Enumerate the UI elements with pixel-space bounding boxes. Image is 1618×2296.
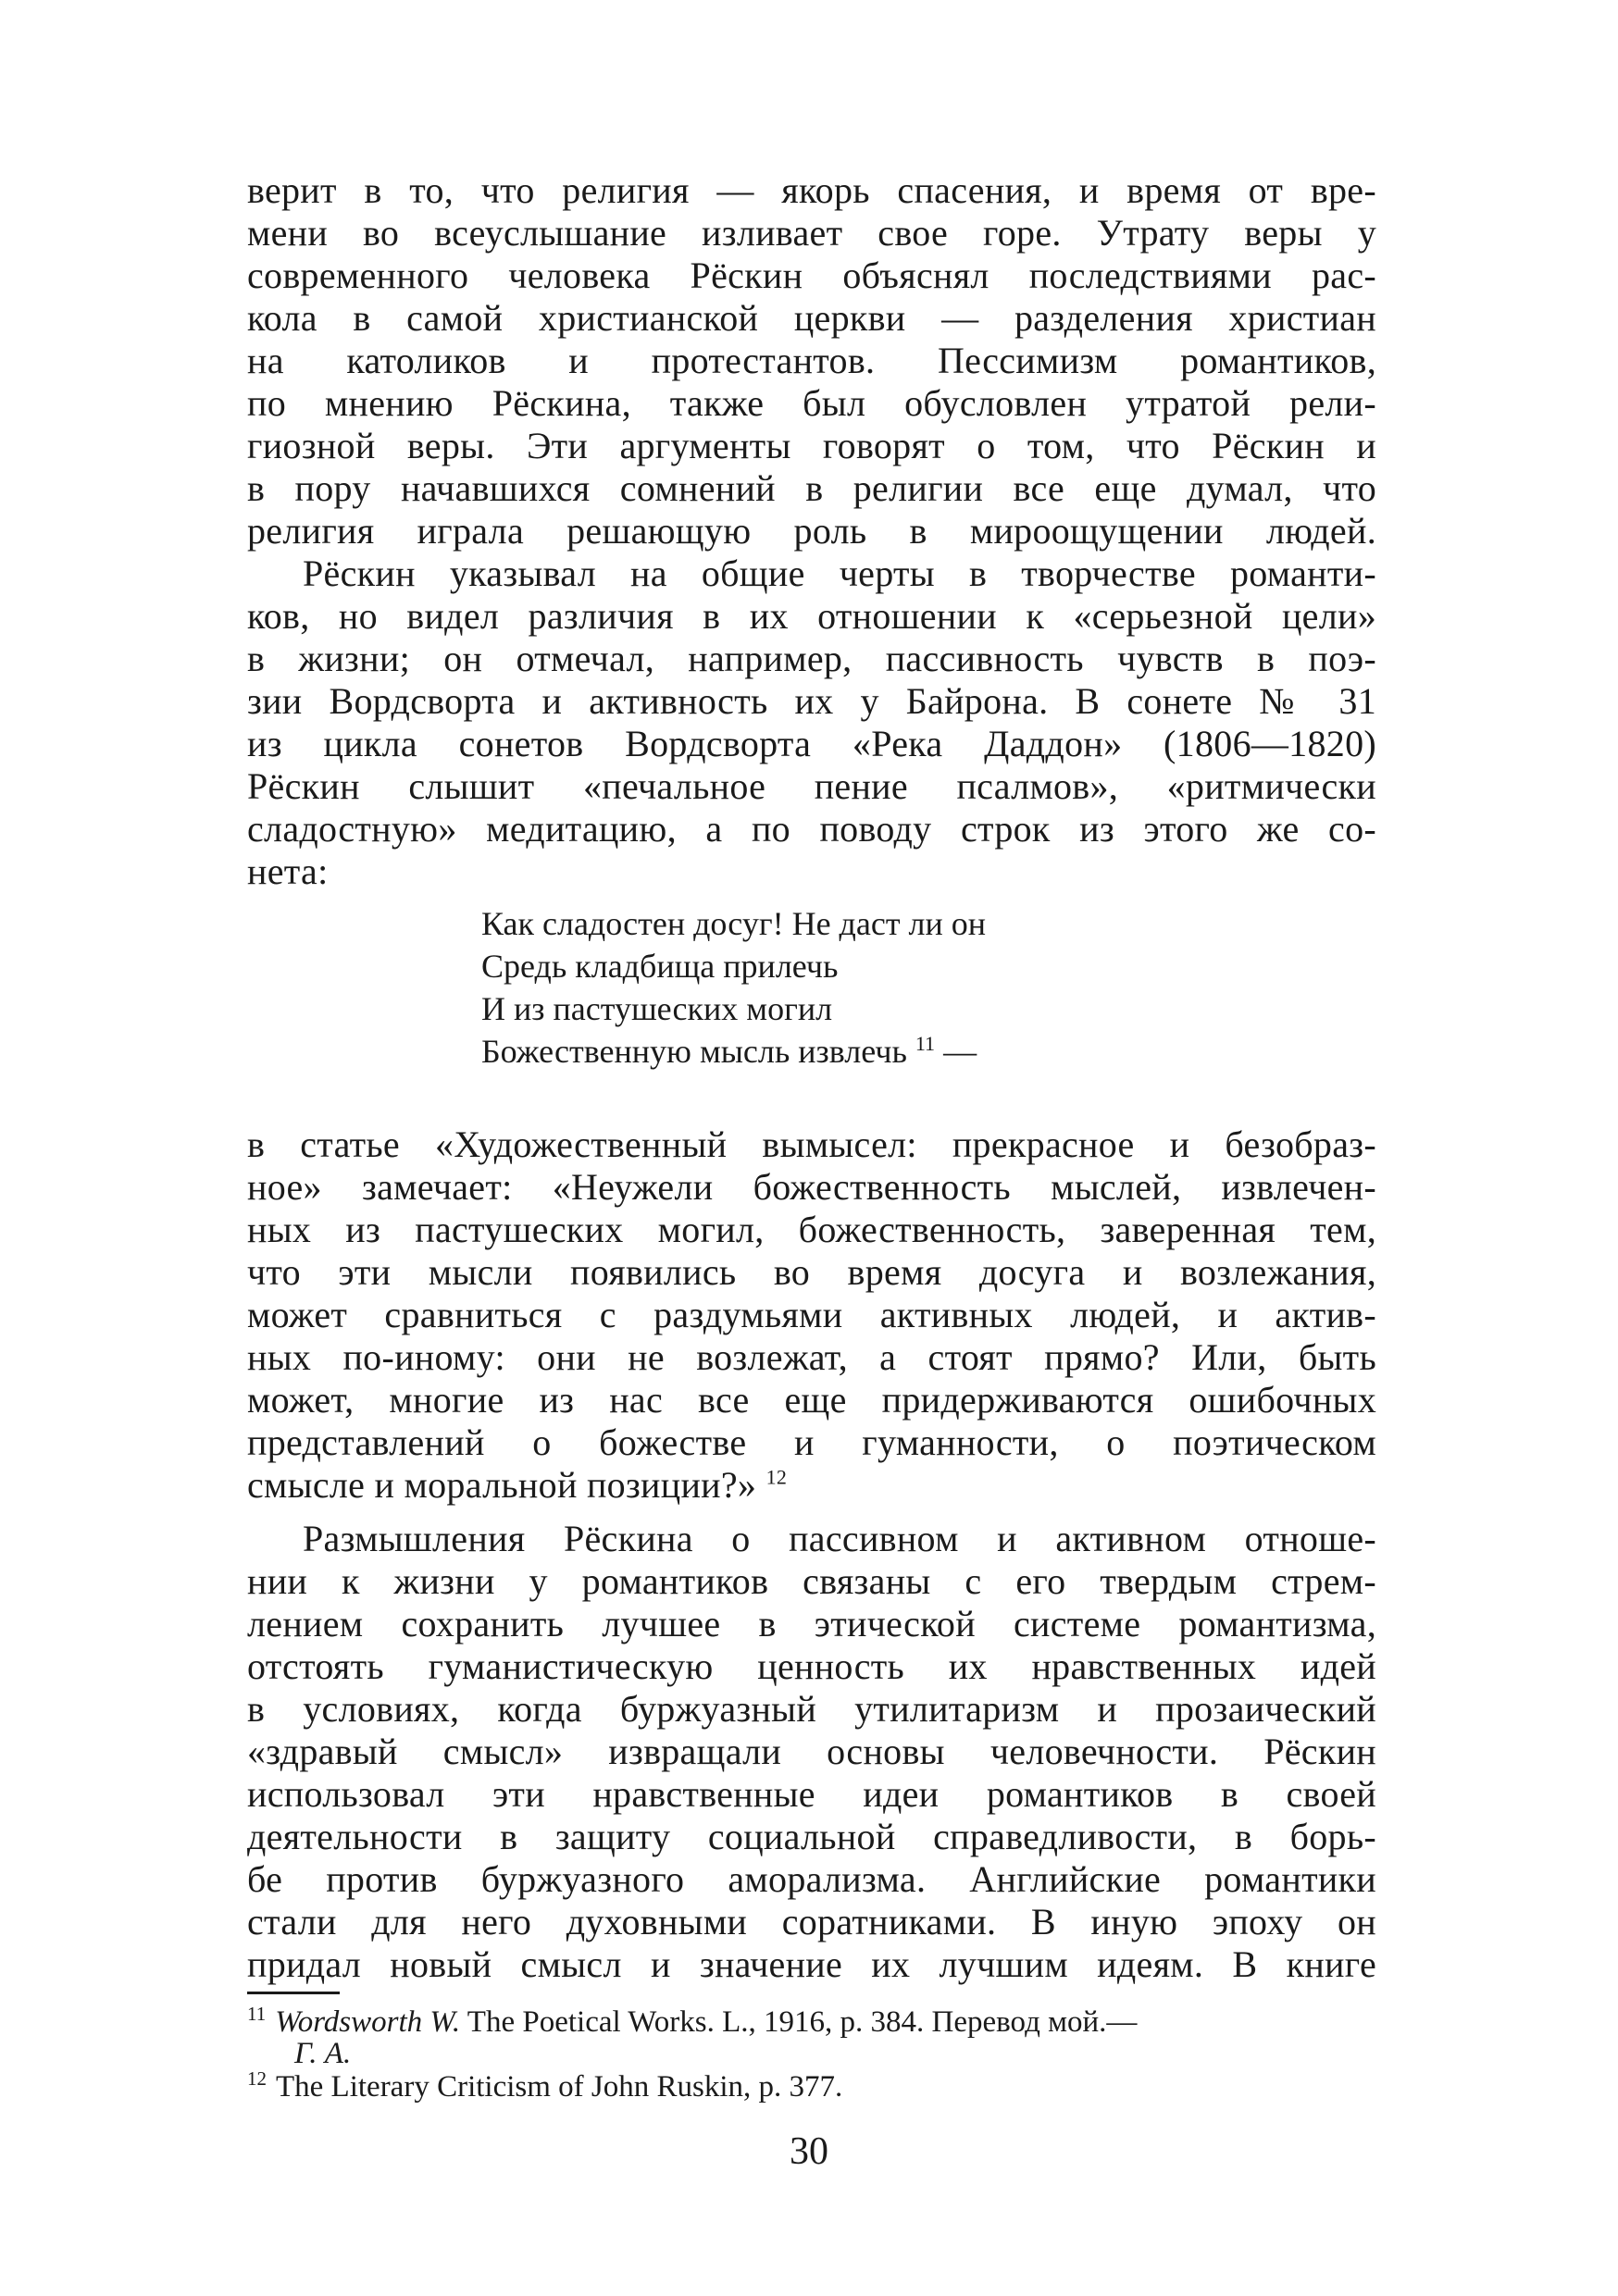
text-line: кола в самой христианской церкви — разделения христиан (247, 297, 1376, 339)
text-line-last (247, 1464, 1376, 1507)
text-line: что эти мысли появились во время досуга и возлежания, (247, 1251, 1376, 1293)
page-number: 30 (790, 2130, 828, 2173)
verse-line-last (481, 1031, 977, 1072)
text-line: лением сохранить лучшее в этической системе романтизма, (247, 1603, 1376, 1644)
text-line: гиозной веры. Эти аргументы говорят о том, что Рёскин и (247, 425, 1376, 466)
verse-line: И из пастушеских могил (481, 990, 833, 1027)
verse-line: Как сладостен досуг! Не даст ли он (481, 905, 987, 942)
text-line: бе против буржуазного аморализма. Английские романтики (247, 1858, 1376, 1900)
text-line: нии к жизни у романтиков связаны с его твердым стрем- (247, 1560, 1376, 1602)
verse-dash: — (935, 1033, 977, 1070)
footnote-ref-12: 12 (765, 1465, 788, 1489)
text-line: религия играла решающую роль в мироощущении людей. (247, 510, 1376, 552)
footnote-text: The Poetical Works. L., 1916, p. 384. Перевод мой.— (467, 2005, 1138, 2039)
text-line: стали для него духовными соратниками. В иную эпоху он (247, 1901, 1376, 1942)
verse-line-text: Божественную мысль извлечь (481, 1033, 907, 1070)
text-line: представлений о божестве и гуманности, о поэтическом (247, 1421, 1376, 1463)
text-line: смысле и моральной позиции?» (247, 1464, 757, 1506)
text-line: верит в то, что религия — якорь спасения, и время от вре- (247, 169, 1376, 211)
footnote-ref-11: 11 (915, 1032, 936, 1055)
text-line: по мнению Рёскина, также был обусловлен утратой рели- (247, 382, 1376, 424)
footnote-author: Wordsworth W. (275, 2005, 461, 2039)
text-line: в пору начавшихся сомнений в религии все еще думал, что (247, 467, 1376, 509)
text-line: деятельности в защиту социальной справедливости, в борь- (247, 1816, 1376, 1857)
text-line: ное» замечает: «Неужели божественность мыслей, извлечен- (247, 1166, 1376, 1208)
footnote-number: 12 (247, 2067, 267, 2090)
footnote-number: 11 (247, 2003, 267, 2025)
text-line: «здравый смысл» извращали основы человечности. Рёскин (247, 1731, 1376, 1772)
footnote-translator: Г. А. (294, 2037, 352, 2070)
text-line: использовал эти нравственные идеи романтиков в своей (247, 1773, 1376, 1815)
footnote-11 (247, 2004, 1137, 2040)
text-line: мени во всеуслышание изливает свое горе. Утрату веры у (247, 212, 1376, 254)
footnote-12 (247, 2069, 842, 2104)
footnote-text: The Literary Criticism of John Ruskin, p. 377. (276, 2070, 843, 2104)
text-line: в статье «Художественный вымысел: прекрасное и безобраз- (247, 1123, 1376, 1165)
footnote-divider (247, 1992, 340, 1994)
text-line: в жизни; он отмечал, например, пассивность чувств в поэ- (247, 638, 1376, 679)
text-line: на католиков и протестантов. Пессимизм романтиков, (247, 340, 1376, 381)
text-line: Рёскин указывал на общие черты в творчестве романти- (303, 552, 1376, 594)
text-line: ных по-иному: они не возлежат, а стоят прямо? Или, быть (247, 1336, 1376, 1378)
text-line: Размышления Рёскина о пассивном и активном отноше- (303, 1518, 1376, 1559)
text-line: может, многие из нас все еще придерживаются ошибочных (247, 1379, 1376, 1421)
text-line: Рёскин слышит «печальное пение псалмов», «ритмически (247, 765, 1376, 807)
text-line: современного человека Рёскин объяснял последствиями рас- (247, 254, 1376, 296)
text-line: из цикла сонетов Вордсворта «Река Даддон» (1806—1820) (247, 723, 1376, 764)
text-line: придал новый смысл и значение их лучшим идеям. В книге (247, 1943, 1376, 1985)
text-line: ков, но видел различия в их отношении к «серьезной цели» (247, 595, 1376, 637)
text-line: сладостную» медитацию, а по поводу строк из этого же со- (247, 808, 1376, 850)
footnote-11-continuation (294, 2036, 351, 2071)
verse-line: Средь кладбища прилечь (481, 948, 839, 985)
text-line: зии Вордсворта и активность их у Байрона. В сонете № 31 (247, 680, 1376, 722)
text-line: нета: (247, 850, 329, 892)
text-line: в условиях, когда буржуазный утилитаризм и прозаический (247, 1688, 1376, 1730)
text-line: отстоять гуманистическую ценность их нравственных идей (247, 1645, 1376, 1687)
text-line: может сравниться с раздумьями активных людей, и актив- (247, 1294, 1376, 1335)
text-line: ных из пастушеских могил, божественность, заверенная тем, (247, 1209, 1376, 1250)
